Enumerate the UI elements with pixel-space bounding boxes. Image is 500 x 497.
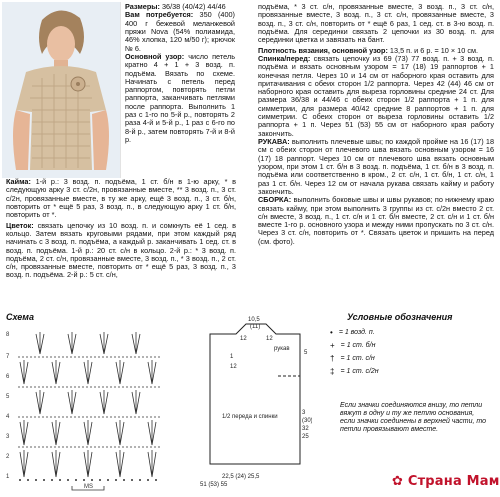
sizes-label: Размеры:	[125, 2, 160, 11]
double-crochet-icon: †	[330, 354, 335, 363]
measure-side-2: 12	[230, 364, 237, 370]
sleeve-label: рукав	[274, 346, 290, 352]
sleeves-value: выполнить плечевые швы; по каждой пройме на 16 (17) 18 см с обеих сторон от плечевого шва вязать основным узором = 16 (17) 18 раппорт. Через 10 см от плечевого шва вязать основным узором, при этом 1 ст. б/н в 3 возд. п. подъёма, 1 ст. б/н в 3 возд. п. подъёма или соответственно в кром., 2 ст. с/н, 1 ст. б/н, 1 ст. с/н, 1 раз 1 ст. б/н. Через 12 см от начала рукава связать кайму и работу закончить.	[258, 137, 494, 196]
legend	[330, 328, 490, 398]
legend-item	[330, 341, 490, 350]
materials-value: 350 (400) 400 г бежевой меланжевой пряжи Nova (54% полиамида, 46% хлопка, 120 м/50 г); крючок № 6.	[125, 10, 235, 53]
materials-label: Вам потребуется:	[125, 10, 194, 20]
measure-bottom: 22,5 (24) 25,5	[222, 474, 260, 480]
legend-text: = 1 ст. б/н	[340, 342, 376, 349]
main-pattern-value: число петель кратно 4 + 1 + 3 возд. п. подъёма. Вязать по схеме. Начинать с петель перед раппортом, повторять петли раппорта, заканчивать петлями после раппорта. Выполнить 1 раз с 1-го по 5-й р., повторять 2 раза 4-й и 5-й р., 1 раз с 6-го по 8-й р., затем повторять 7-й и 8-й р.	[125, 51, 236, 144]
back-front-value: связать цепочку из 69 (73) 77 возд. п. + 3 возд. п. подъёма и вязать основным узором = 17 (18) 19 раппортов + 1 конечная петля. Через 10 и 14 см от наборного края оставить для притачивания с обеих сторон 1/2 раппорта. Через 42 (44) 46 см от наборного края оставить для выреза горловины средние 24 ст. Для размера 36/38 и 44/46 с обеих сторон 1/2 раппорта + 1 п. для симметрии, для размера 40/42 средние 8 раппортов + 1 п. для симметрии. С обеих сторон от выреза горловины оставить 1/2 раппорта + 1 п. Через 51 (53) 55 см от наборного края работу закончить.	[258, 53, 494, 138]
repeat-label: MS	[84, 484, 93, 490]
measure-top: 10,5	[248, 317, 260, 323]
watermark-text: Страна Мам	[407, 474, 500, 489]
legend-text: = 1 ст. с/н	[340, 355, 375, 362]
legend-text: = 1 ст. с/2н	[340, 368, 379, 375]
conventions-title: Условные обозначения	[347, 312, 453, 322]
flower-continued: подъёма, * 3 ст. с/н, провязанные вместе, 3 возд. п., 3 ст. с/н, провязанные вместе, 3 возд. п., 3 ст. с/н, провязанные вместе, 3 возд. п., 3 ст. с/н, повторить от * ещё 6 раз, 1 сед. ст. в 3-ю возд. п. подъёма. Для серединки связать 2 цепочки из 30 возд. п. для серединки цветка и завязать на бант.	[258, 2, 494, 45]
back-front-label: Спинка/перед:	[258, 53, 311, 63]
left-text-block	[125, 3, 235, 173]
measure-height-2: (30)	[302, 418, 312, 424]
measure-left-range: 51 (53) 55	[200, 482, 228, 488]
density-value: 13,5 п. и 6 р. = 10 × 10 см.	[389, 45, 479, 55]
assembly-value: выполнить боковые швы и швы рукавов; по нижнему краю связать кайму, при этом выполнить 3 группы из ст. с/2н вместо 2 ст. с/н вместе, 3 возд. п., 1 ст. с/н и 1 ст. б/н вместе, 2 ст. с/н и 1 ст. б/н вместе 1-го р. основного узора и между ними пропускать по 3 ст. с/н. Через 3 ст. с/н, повторить от *. Связать цветок и пришить на перед (см. фото).	[258, 195, 494, 246]
legend-item	[330, 328, 490, 337]
row-number: 1	[6, 474, 10, 480]
legend-text: = 1 возд. п.	[338, 329, 375, 336]
legend-item	[330, 367, 490, 376]
measure-top-alt: (11)	[250, 324, 261, 330]
flower-label: Цветок:	[6, 220, 34, 230]
density-label: Плотность вязания, основной узор:	[258, 45, 388, 55]
row-number: 3	[6, 434, 10, 440]
measure-height-3: 32	[302, 426, 309, 432]
row-number: 2	[6, 454, 10, 460]
sleeves-label: РУКАВА:	[258, 137, 290, 146]
diagram-half-label: 1/2 переда и спинки	[222, 414, 278, 420]
edge-and-flower-text	[6, 178, 236, 303]
watermark-flower-icon: ✿	[392, 474, 408, 489]
edge-label: Кайма:	[6, 177, 31, 186]
single-crochet-icon: +	[330, 341, 335, 350]
watermark	[392, 474, 500, 489]
measure-side-1: 1	[230, 354, 234, 360]
diagram-title: Схема	[6, 312, 34, 322]
model-photo	[2, 2, 121, 178]
row-number: 8	[6, 332, 10, 338]
assembly-label: СБОРКА:	[258, 195, 292, 205]
garment-diagram-svg	[200, 314, 312, 490]
model-illustration	[2, 2, 120, 178]
row-number: 7	[6, 354, 10, 360]
measure-top-3: 12	[240, 336, 247, 342]
row-number: 4	[6, 414, 10, 420]
garment-diagram	[200, 314, 312, 490]
row-number: 5	[6, 394, 10, 400]
legend-item	[330, 354, 490, 363]
main-pattern-label: Основной узор:	[125, 51, 185, 61]
treble-crochet-icon: ‡	[330, 367, 335, 376]
crochet-chart	[4, 322, 204, 492]
chain-stitch-icon: •	[330, 328, 333, 337]
note-text: Если значки соединяются внизу, то петли вяжут в одну и ту же петлю основания, если значки соединены в верхней части, то петли провязывают вместе.	[340, 402, 487, 434]
measure-shoulder: 5	[304, 350, 308, 356]
right-text-block	[258, 3, 494, 303]
measure-top-4: 12	[266, 336, 273, 342]
measure-height-4: 25	[302, 434, 309, 440]
measure-height-1: 3	[302, 410, 306, 416]
sizes-value: 36/38 (40/42) 44/46	[161, 2, 226, 11]
row-number: 6	[6, 374, 10, 380]
flower-value: связать цепочку из 10 возд. п. и сомкнуть её 1 сед. в кольцо. Затем вязать круговыми рядами, при этом каждый ряд начинать с 3 возд. п. подъёма, а каждый р. заканчивать 1 сед. ст. в возд. п. подъёма. 1-й р.: 20 ст. с/н в кольцо. 2-й р.: * 3 возд. п. подъёма, 2 ст. с/н, провязанные вместе, 3 возд. п., * 3 возд. п., 2 ст. с/н, провязанные вместе, повторить от * ещё 5 раз, 3 возд. п., 3 возд. п. подъёма. 2-й р.: 5 ст. с/н,	[6, 220, 236, 280]
crochet-chart-svg	[4, 322, 204, 492]
edge-value: 1-й р.: 3 возд. п. подъёма, 1 ст. б/н в 1-ю арку, * в следующую арку 3 ст. с/2н, провязанные вместе, ** 3 возд. п., 3 ст. с/2н, провязанные вместе, в ту же арку, ещё 3 возд. п., 3 ст. б/н, повторить от * ещё 5 раз, 3 возд. п., в следующую арку 1 ст. б/н, повторить от *.	[6, 177, 237, 220]
